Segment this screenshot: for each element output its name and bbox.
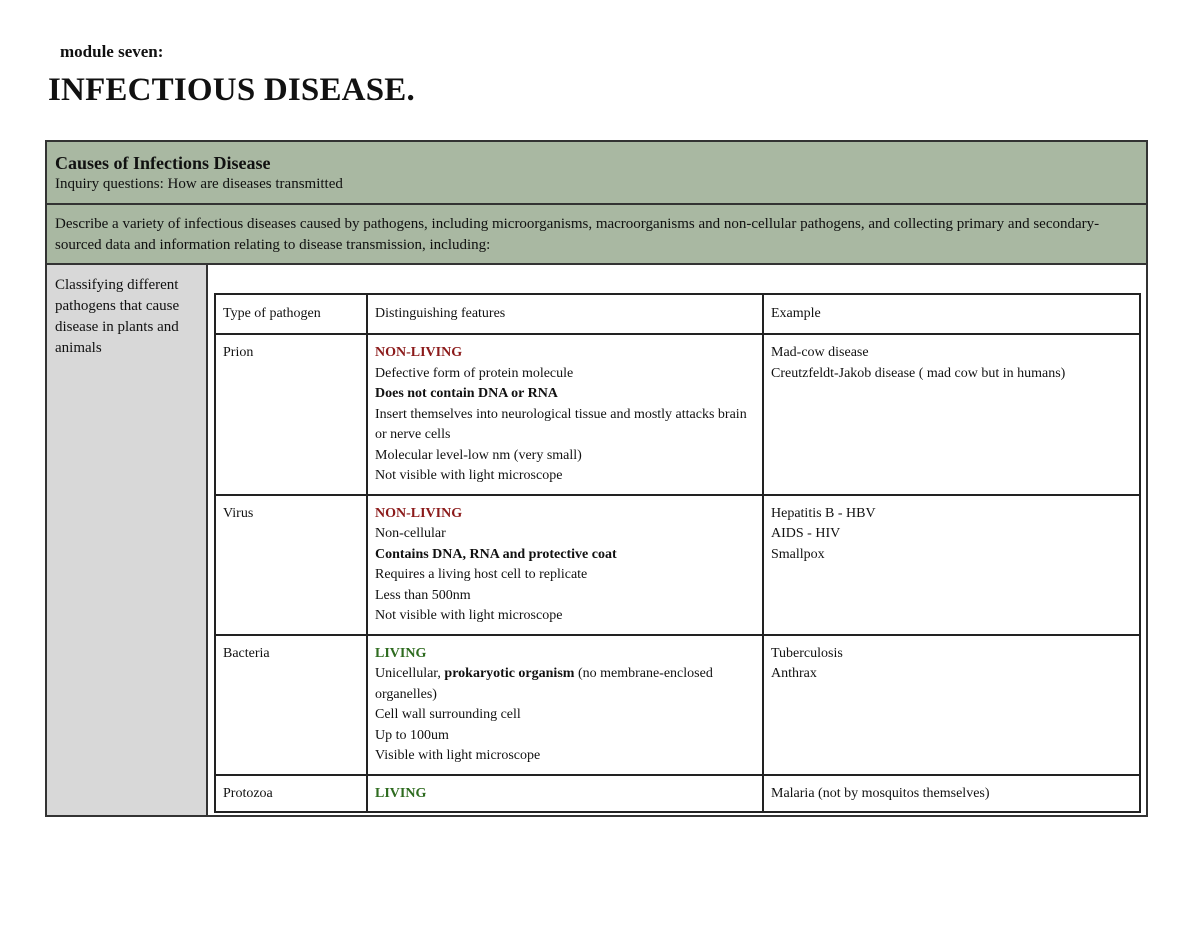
pathogen-examples xyxy=(763,775,1140,813)
topic-label: Classifying different pathogens that cause disease in plants and animals xyxy=(47,265,208,815)
example-line: Tuberculosis xyxy=(771,645,843,661)
page-title: INFECTIOUS DISEASE. xyxy=(48,72,415,108)
living-status: NON-LIVING xyxy=(375,345,463,360)
feature-line: Does not contain DNA or RNA xyxy=(375,386,558,401)
table-row xyxy=(215,495,1140,635)
feature-line: Not visible with light microscope xyxy=(375,468,563,483)
feature-line: Insert themselves into neurological tissue and mostly attacks brain or nerve cells xyxy=(375,406,747,442)
example-line: Mad-cow disease xyxy=(771,345,869,360)
pathogen-features xyxy=(367,495,763,635)
feature-line: Up to 100um xyxy=(375,727,449,743)
feature-line: Requires a living host cell to replicate xyxy=(375,567,588,582)
feature-line: Visible with light microscope xyxy=(375,748,541,763)
pathogen-table xyxy=(214,293,1141,813)
pathogen-examples xyxy=(763,635,1140,775)
pathogen-type: Virus xyxy=(215,495,367,635)
feature-line: Contains DNA, RNA and protective coat xyxy=(375,546,617,562)
table-row xyxy=(215,635,1140,775)
table-header-row xyxy=(215,294,1140,334)
section-title: Causes of Infections Disease xyxy=(55,153,271,173)
pathogen-type: Bacteria xyxy=(215,635,367,775)
table-row xyxy=(215,775,1140,813)
pathogen-examples xyxy=(763,495,1140,635)
feature-line: Defective form of protein molecule xyxy=(375,365,574,381)
pathogen-table-cell xyxy=(208,265,1146,815)
pathogen-examples xyxy=(763,334,1140,495)
feature-text: Unicellular, xyxy=(375,666,445,681)
pathogen-features xyxy=(367,775,763,813)
feature-line: Less than 500nm xyxy=(375,587,471,603)
example-line: AIDS - HIV xyxy=(771,526,841,541)
example-line: Malaria (not by mosquitos themselves) xyxy=(771,785,990,801)
feature-emphasis: prokaryotic organism xyxy=(444,666,575,681)
feature-line xyxy=(375,664,755,705)
pathogen-features xyxy=(367,635,763,775)
example-line: Creutzfeldt-Jakob disease ( mad cow but in humans) xyxy=(771,365,1066,381)
example-line: Anthrax xyxy=(771,666,817,681)
column-header-example: Example xyxy=(763,294,1140,334)
section-header xyxy=(47,142,1146,205)
column-header-features: Distinguishing features xyxy=(367,294,763,334)
feature-line: Molecular level-low nm (very small) xyxy=(375,447,582,463)
content-table xyxy=(45,140,1148,817)
column-header-type: Type of pathogen xyxy=(215,294,367,334)
module-label: module seven: xyxy=(60,42,164,61)
feature-line: Cell wall surrounding cell xyxy=(375,707,521,722)
pathogen-type: Protozoa xyxy=(215,775,367,813)
table-row xyxy=(215,334,1140,495)
feature-text: (no membrane-enclosed organelles) xyxy=(375,666,713,702)
inquiry-question: Inquiry questions: How are diseases transmitted xyxy=(55,176,343,192)
living-status: NON-LIVING xyxy=(375,505,463,521)
pathogen-type: Prion xyxy=(215,334,367,495)
feature-line: Non-cellular xyxy=(375,526,446,541)
living-status: LIVING xyxy=(375,785,427,801)
section-description: Describe a variety of infectious diseases caused by pathogens, including microorganisms, macroorganisms and non-cellular pathogens, and collecting primary and secondary-sourced data and information relating to disease transmission, including: xyxy=(47,205,1146,265)
pathogen-features xyxy=(367,334,763,495)
living-status: LIVING xyxy=(375,645,427,661)
feature-line: Not visible with light microscope xyxy=(375,608,563,623)
example-line: Hepatitis B - HBV xyxy=(771,505,876,521)
example-line: Smallpox xyxy=(771,546,825,562)
